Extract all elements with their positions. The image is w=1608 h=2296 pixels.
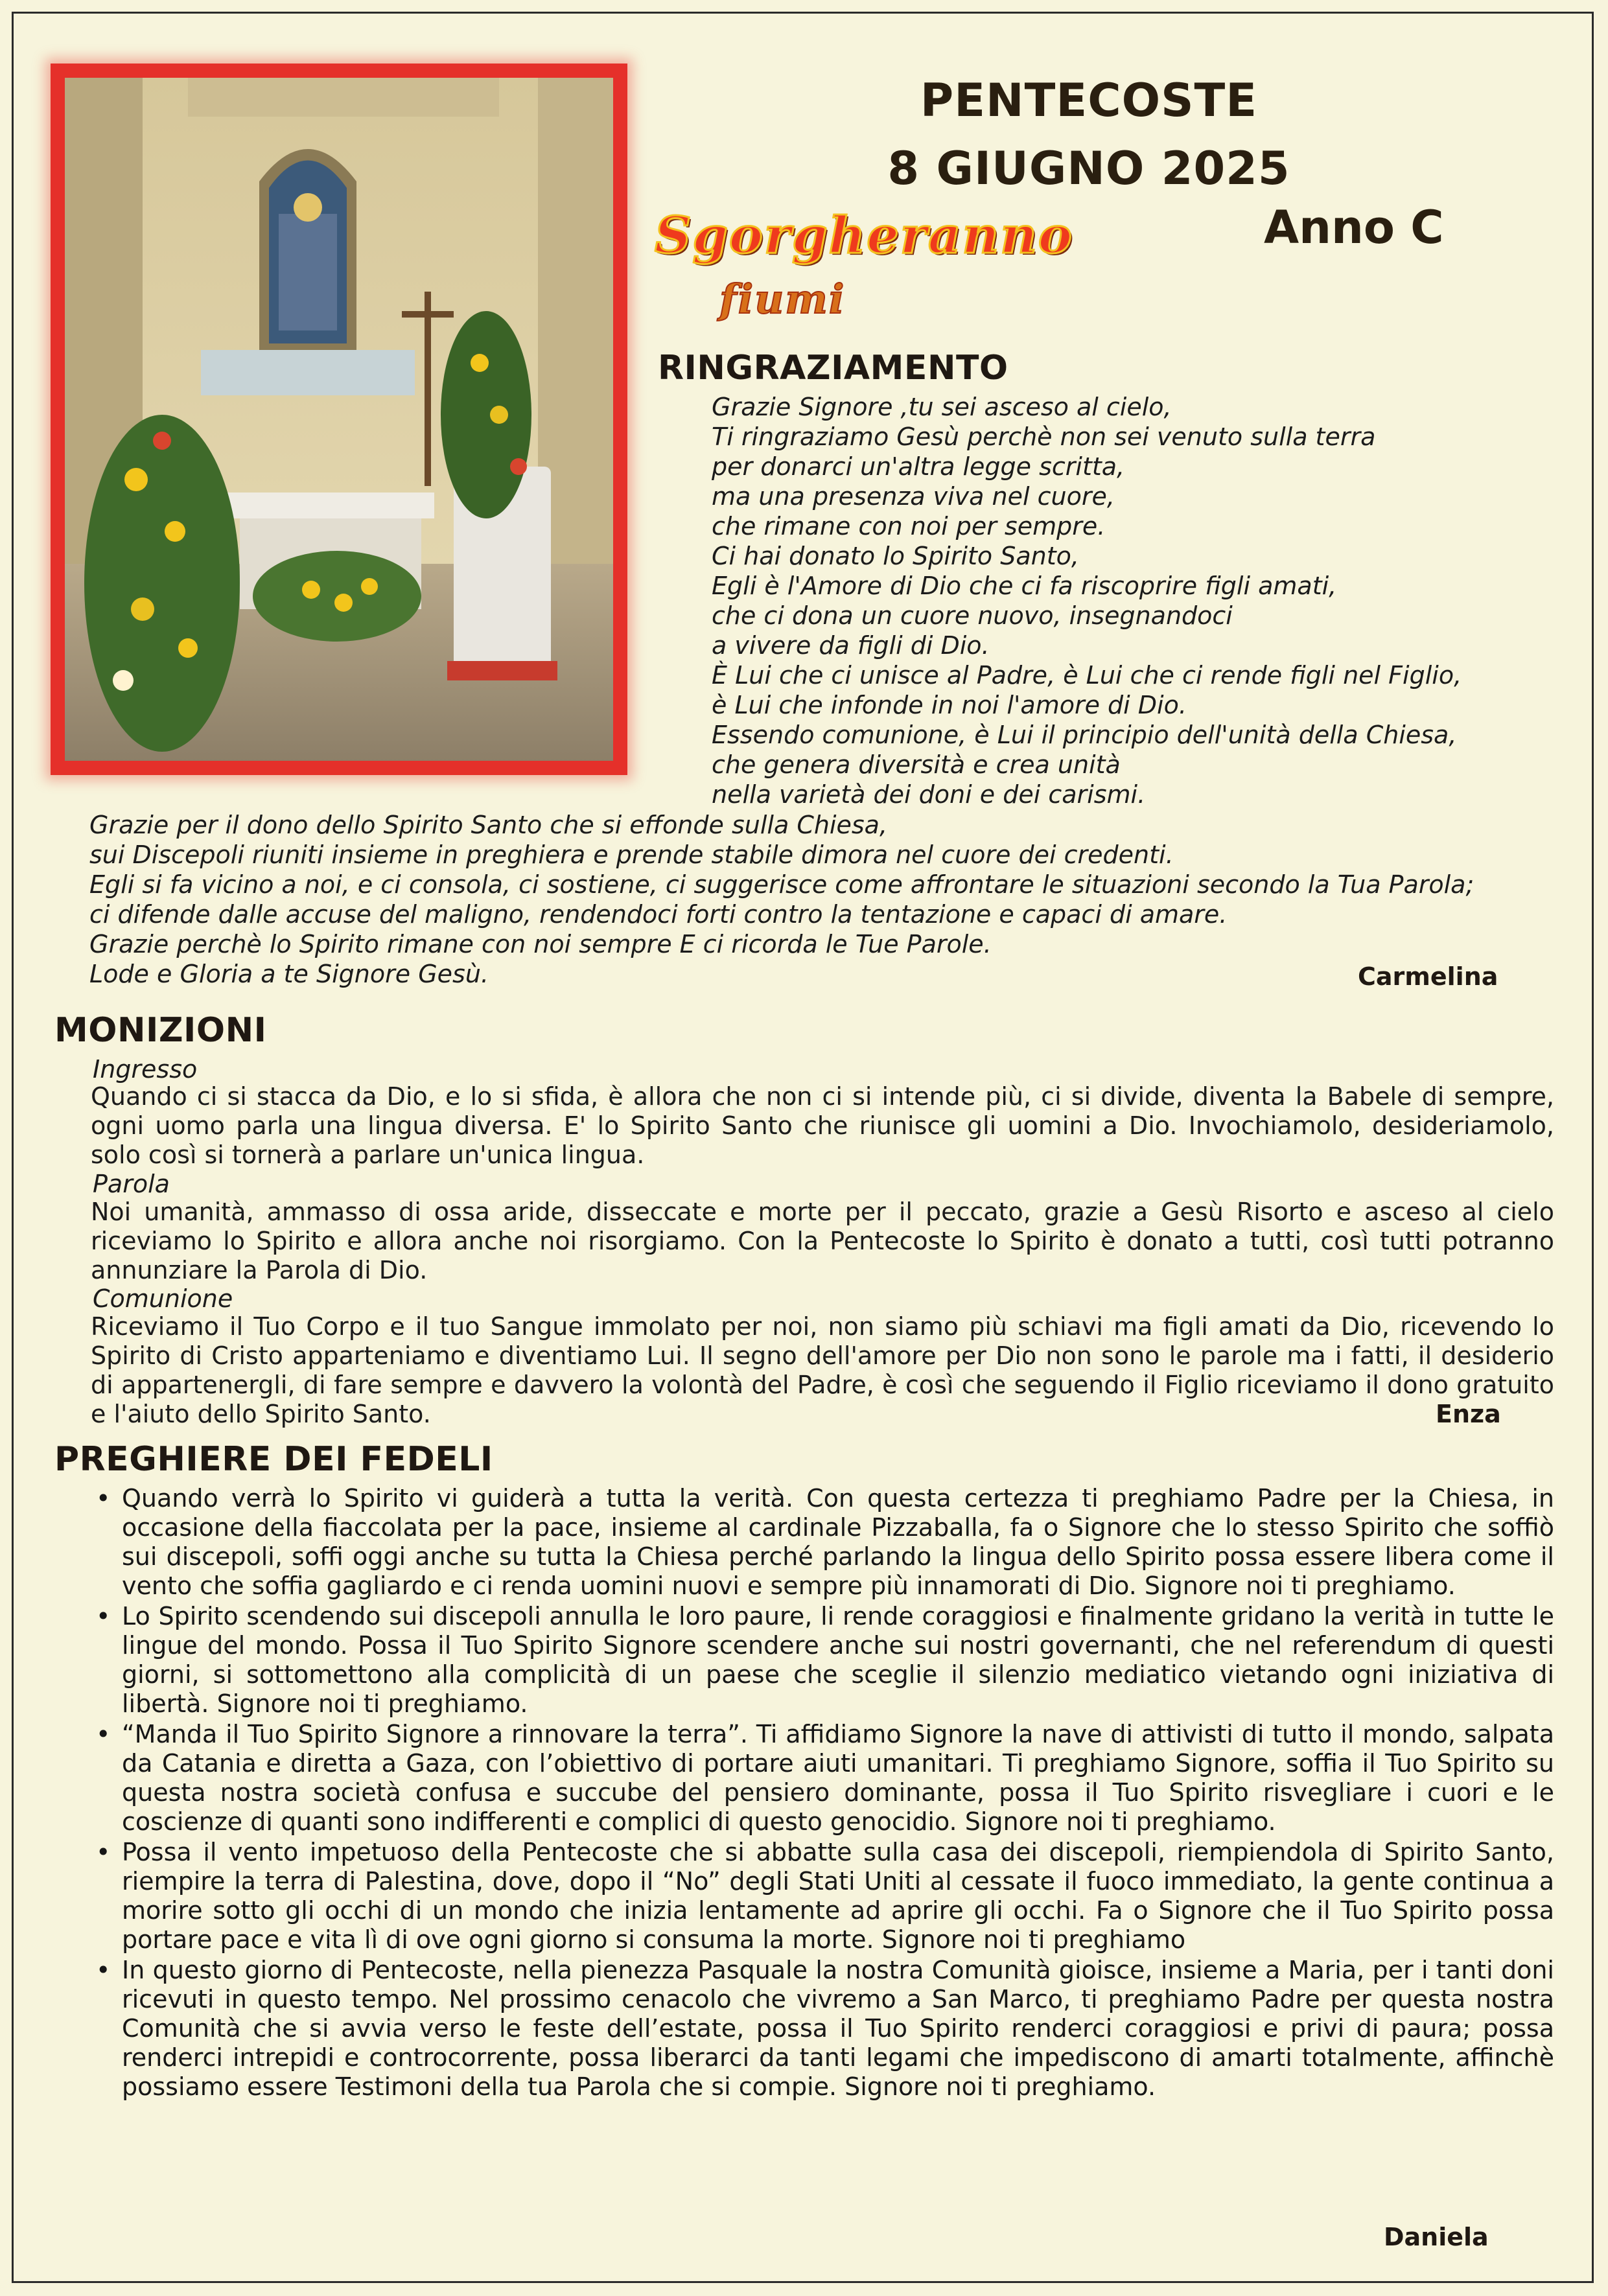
prayer-text: Quando verrà lo Spirito vi guiderà a tutta la verità. Con questa certezza ti preghiamo Padre per la Chiesa, in occasione della fiaccolata per la pace, insieme al cardinale Pizzaballa, fa o Signore che lo stesso Spirito che soffiò sui discepoli, soffi oggi anche su tutta la Chiesa perché parlando la lingua dello Spirito possa essere libera come il vento che soffia gagliardo e ci renda uomini nuovi e sempre più innamorati di Dio. Signore noi ti preghiamo. — [122, 1484, 1554, 1600]
prayer-item — [91, 1484, 1554, 1601]
ringraziamento-poem-full — [89, 810, 1474, 989]
poem-line: per donarci un'altra legge scritta, — [712, 452, 1125, 481]
liturgical-year: Anno C — [1264, 201, 1444, 254]
poem-line: Egli si fa vicino a noi, e ci consola, ci sostiene, ci suggerisce come affrontare le situazioni secondo la Tua Parola; — [89, 870, 1474, 899]
prayer-text: In questo giorno di Pentecoste, nella pienezza Pasquale la nostra Comunità gioisce, insieme a Maria, per i tanti doni ricevuti in questo tempo. Nel prossimo cenacolo che vivremo a San Marco, ti preghiamo Padre per questa nostra Comunità che si avvia verso le feste dell’estate, possa il Tuo Spirito renderci coraggiosi e privi di paura; possa renderci intrepidi e controcorrente, possa liberarci da tanti legami che impediscono di amarti totalmente, affinchè possiamo essere Testimoni della tua Parola che si compie. Signore noi ti preghiamo. — [122, 1956, 1554, 2101]
monizioni-signature: Enza — [1436, 1400, 1501, 1428]
preghiere-heading: PREGHIERE DEI FEDELI — [54, 1440, 493, 1479]
poem-line: Ti ringraziamo Gesù perchè non sei venuto sulla terra — [712, 423, 1376, 451]
poem-line: ci difende dalle accuse del maligno, rendendoci forti contro la tentazione e capaci di amare. — [89, 900, 1228, 929]
poem-line: Ci hai donato lo Spirito Santo, — [712, 542, 1079, 570]
prayer-text: “Manda il Tuo Spirito Signore a rinnovare la terra”. Ti affidiamo Signore la nave di attivisti di tutto il mondo, salpata da Catania e diretta a Gaza, con l’obiettivo di portare aiuti umanitari. Ti preghiamo Signore, soffia il Tuo Spirito su questa nostra società confusa e succube del pensiero dominante, possa il Tuo Spirito risvegliare i cuori e le coscienze di quanti sono indifferenti e complici di questo genocidio. Signore noi ti preghiamo. — [122, 1720, 1554, 1836]
motto-line-2: fiumi — [719, 275, 846, 323]
poem-line: Essendo comunione, è Lui il principio dell'unità della Chiesa, — [712, 721, 1457, 749]
motto-line-1: Sgorgheranno — [655, 206, 1073, 265]
poem-line: Grazie per il dono dello Spirito Santo che si effonde sulla Chiesa, — [89, 811, 888, 839]
parola-text: Noi umanità, ammasso di ossa aride, disseccate e morte per il peccato, grazie a Gesù Risorto e asceso al cielo riceviamo lo Spirito e allora anche noi risorgiamo. Con la Pentecoste lo Spirito è donato a tutti, così tutti potranno annunziare la Parola di Dio. — [91, 1198, 1554, 1284]
page-date: 8 GIUGNO 2025 — [887, 142, 1290, 195]
prayer-list — [91, 1484, 1554, 2103]
bullet-icon: • — [96, 1720, 111, 1748]
poem-line: a vivere da figli di Dio. — [712, 631, 990, 660]
prayer-text: Lo Spirito scendendo sui discepoli annulla le loro paure, li rende coraggiosi e finalmente gridano la verità in tutte le lingue del mondo. Possa il Tuo Spirito Signore scendere anche sui nostri governanti, che nel referendum di questi giorni, si sottomettono alla complicità di un paese che sceglie il silenzio mediatico vietando ogni iniziativa di libertà. Signore noi ti preghiamo. — [122, 1602, 1554, 1718]
poem-line: è Lui che infonde in noi l'amore di Dio. — [712, 691, 1187, 719]
prayer-item — [91, 1720, 1554, 1837]
page-title: PENTECOSTE — [920, 74, 1258, 127]
prayer-item — [91, 1602, 1554, 1719]
preghiere-signature: Daniela — [1384, 2223, 1489, 2251]
prayer-item — [91, 1838, 1554, 1954]
prayer-item — [91, 1956, 1554, 2102]
poem-line: Grazie perchè lo Spirito rimane con noi sempre E ci ricorda le Tue Parole. — [89, 930, 992, 958]
poem-line: che rimane con noi per sempre. — [712, 512, 1106, 540]
prayer-text: Possa il vento impetuoso della Pentecoste che si abbatte sulla casa dei discepoli, riempiendola di Spirito Santo, riempire la terra di Palestina, dove, dopo il “No” degli Stati Uniti al cessate il fuoco immediato, la gente continua a morire sotto gli occhi di un mondo che inizia lentamente ad aprire gli occhi. Fa o Signore che il Tuo Spirito possa portare pace e vita lì di ove ogni giorno si consuma la morte. Signore noi ti preghiamo — [122, 1838, 1554, 1954]
bullet-icon: • — [96, 1484, 111, 1513]
bullet-icon: • — [96, 1602, 111, 1630]
poem-line: che genera diversità e crea unità — [712, 750, 1121, 779]
monizioni-heading: MONIZIONI — [54, 1011, 267, 1050]
ringraziamento-signature: Carmelina — [1358, 962, 1498, 991]
poem-line: sui Discepoli riuniti insieme in preghiera e prende stabile dimora nel cuore dei credenti. — [89, 841, 1174, 869]
poem-line: nella varietà dei doni e dei carismi. — [712, 780, 1146, 809]
comunione-text: Riceviamo il Tuo Corpo e il tuo Sangue immolato per noi, non siamo più schiavi ma figli amati da Dio, ricevendo lo Spirito di Cristo apparteniamo e diventiamo Lui. Il segno dell'amore per Dio non sono le parole ma i fatti, il desiderio di appartenergli, di fare sempre e davvero la volontà del Padre, è così che seguendo il Figlio riceviamo il dono gratuito e l'aiuto dello Spirito Santo. — [91, 1312, 1554, 1428]
bullet-icon: • — [96, 1956, 111, 1984]
bullet-icon: • — [96, 1838, 111, 1866]
ingresso-label: Ingresso — [93, 1055, 198, 1084]
poem-line: ma una presenza viva nel cuore, — [712, 482, 1115, 511]
parola-label: Parola — [93, 1170, 170, 1198]
ringraziamento-poem-indented — [712, 392, 1462, 809]
poem-line: È Lui che ci unisce al Padre, è Lui che ci rende figli nel Figlio, — [712, 661, 1462, 690]
poem-line: che ci dona un cuore nuovo, insegnandoci — [712, 601, 1233, 630]
church-altar-photo — [51, 64, 627, 775]
poem-line: Egli è l'Amore di Dio che ci fa riscoprire figli amati, — [712, 572, 1337, 600]
comunione-label: Comunione — [93, 1284, 233, 1313]
altar-illustration — [65, 78, 613, 761]
poem-line: Grazie Signore ,tu sei asceso al cielo, — [712, 393, 1172, 421]
ringraziamento-heading: RINGRAZIAMENTO — [658, 349, 1008, 388]
ingresso-text: Quando ci si stacca da Dio, e lo si sfida, è allora che non ci si intende più, ci si divide, diventa la Babele di sempre, ogni uomo parla una lingua diversa. E' lo Spirito Santo che riunisce gli uomini a Dio. Invochiamolo, desideriamolo, solo così si tornerà a parlare un'unica lingua. — [91, 1082, 1554, 1169]
poem-line: Lode e Gloria a te Signore Gesù. — [89, 960, 489, 988]
